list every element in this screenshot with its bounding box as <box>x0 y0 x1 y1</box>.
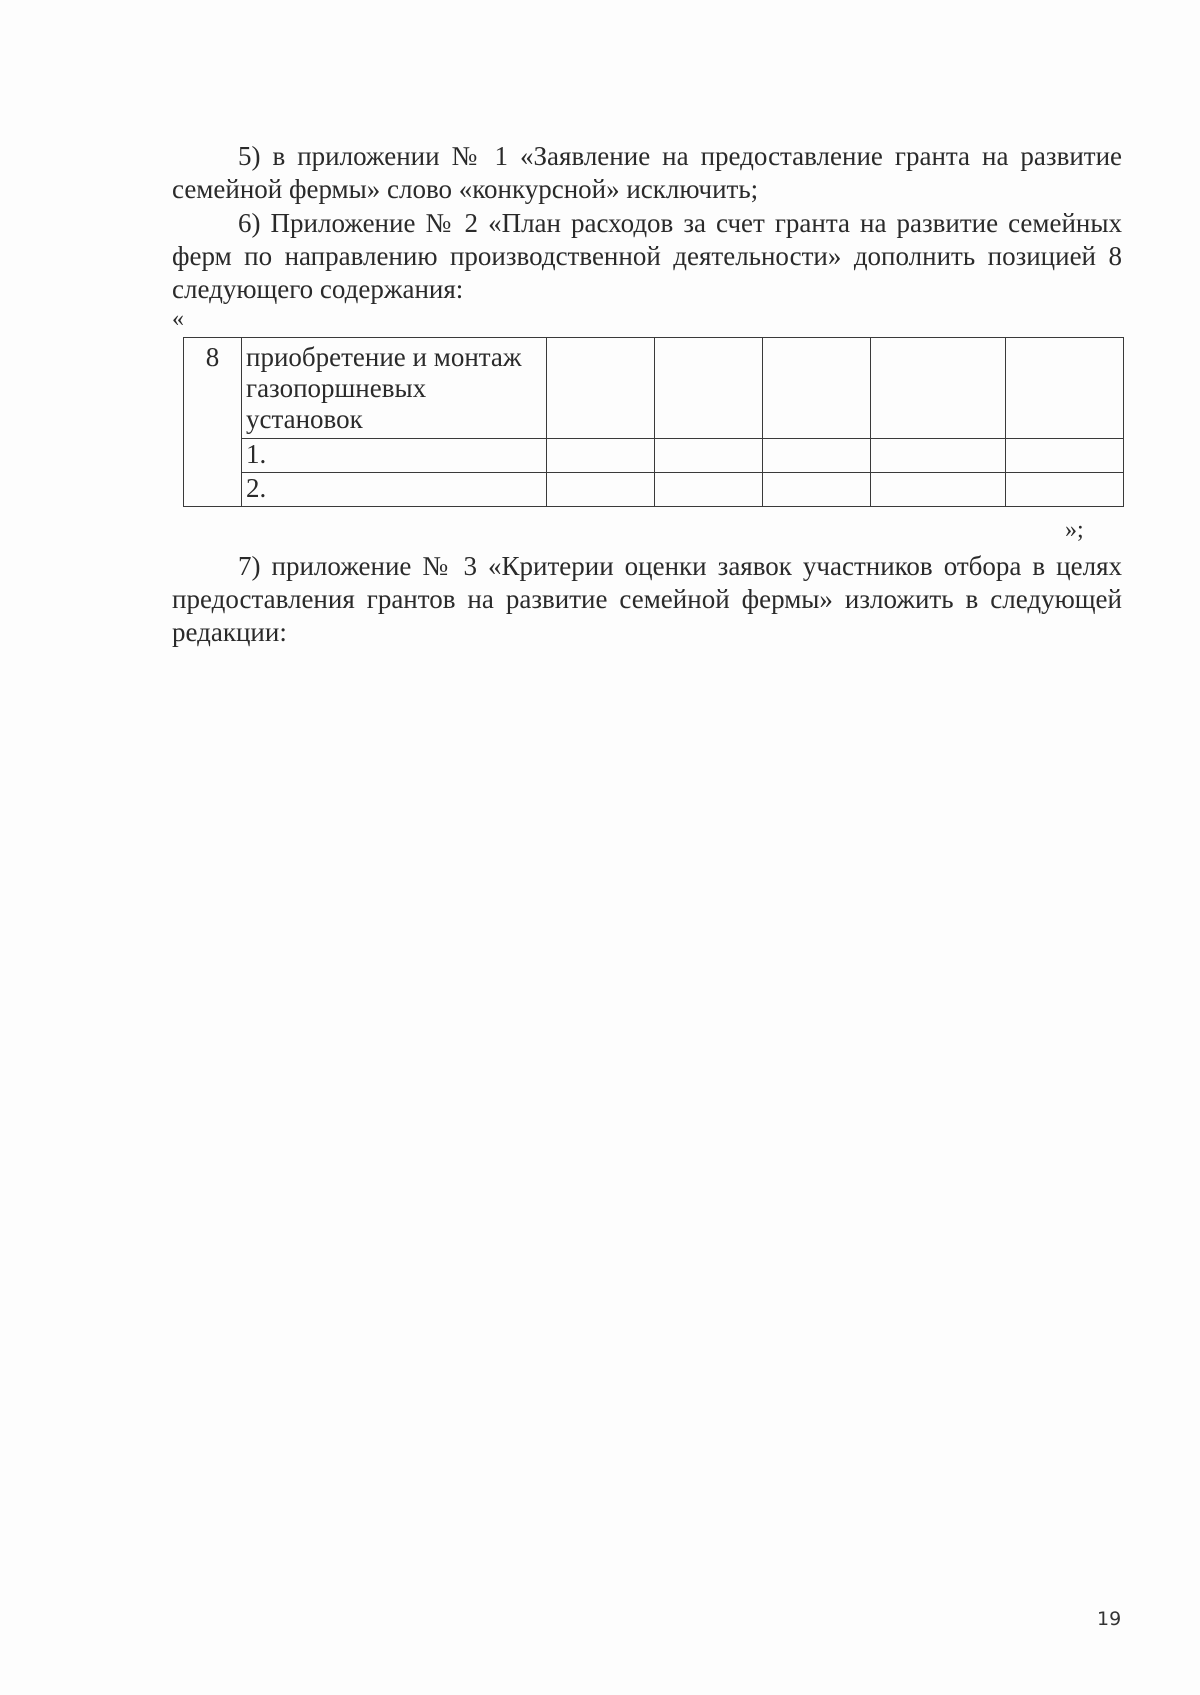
empty-cell <box>655 439 763 473</box>
paragraph-item-6-text: 6) Приложение № 2 «План расходов за счет гранта на развитие семейных ферм по направлению производственной деятельности» дополнить позицией 8 следующего содержания: <box>172 208 1122 304</box>
empty-cell <box>655 473 763 507</box>
table-row <box>184 439 1124 473</box>
subitem-cell: 1. <box>242 439 547 473</box>
paragraph-item-7 <box>172 550 1122 649</box>
paragraph-item-5-text: 5) в приложении № 1 «Заявление на предоставление гранта на развитие семейной фермы» слово «конкурсной» исключить; <box>172 141 1122 204</box>
empty-cell <box>655 338 763 439</box>
empty-cell <box>763 338 871 439</box>
opening-quote: « <box>172 306 184 332</box>
paragraph-item-5 <box>172 140 1122 206</box>
table-row <box>184 338 1124 439</box>
position-number-cell: 8 <box>184 338 242 507</box>
empty-cell <box>547 439 655 473</box>
table-row <box>184 473 1124 507</box>
empty-cell <box>1006 473 1124 507</box>
empty-cell <box>1006 338 1124 439</box>
empty-cell <box>763 439 871 473</box>
empty-cell <box>763 473 871 507</box>
paragraph-item-6 <box>172 207 1122 306</box>
empty-cell <box>871 473 1006 507</box>
expense-plan-table-insert <box>183 337 1124 507</box>
subitem-cell: 2. <box>242 473 547 507</box>
position-name-cell: приобретение и монтаж газопоршневых установок <box>242 338 547 439</box>
empty-cell <box>1006 439 1124 473</box>
page-number: 19 <box>1097 1608 1122 1630</box>
empty-cell <box>547 338 655 439</box>
empty-cell <box>871 439 1006 473</box>
empty-cell <box>871 338 1006 439</box>
closing-quote: »; <box>1065 517 1084 543</box>
paragraph-item-7-text: 7) приложение № 3 «Критерии оценки заявок участников отбора в целях предоставления грантов на развитие семейной фермы» изложить в следующей редакции: <box>172 551 1122 647</box>
empty-cell <box>547 473 655 507</box>
